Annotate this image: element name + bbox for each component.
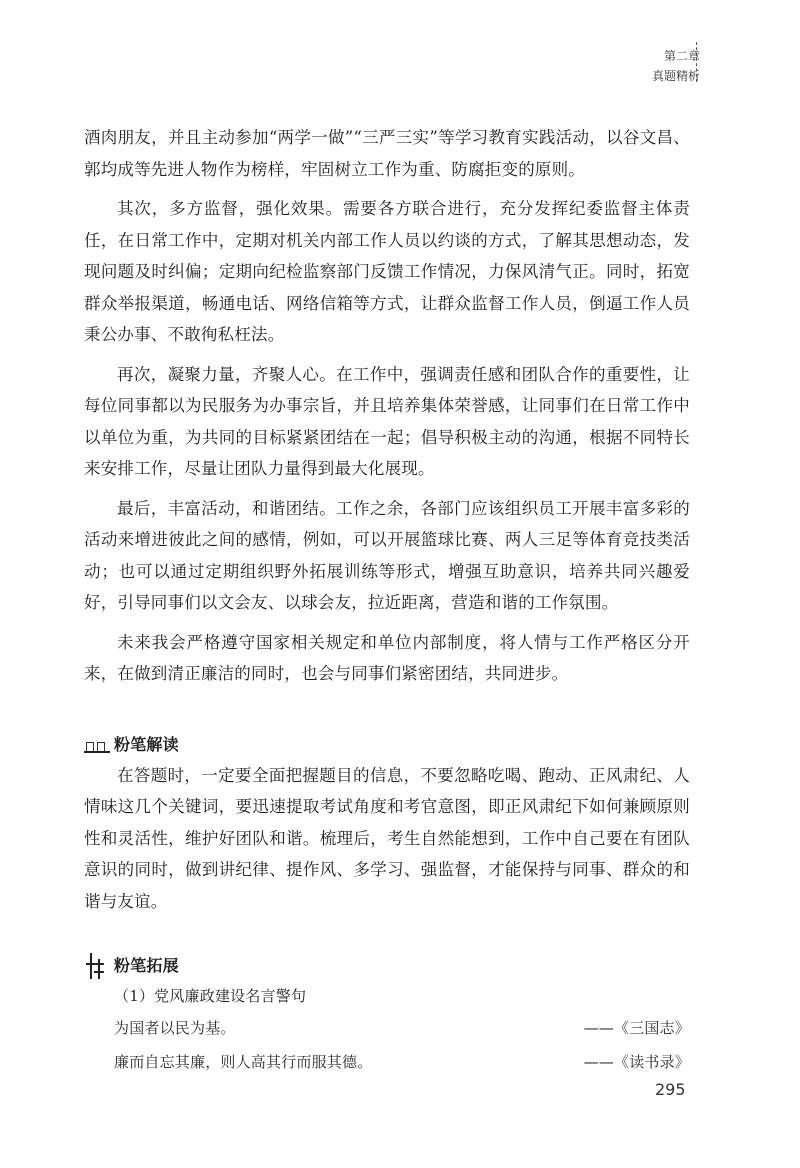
quote-source: ——《读书录》 bbox=[583, 1053, 690, 1071]
body-paragraph: 酒肉朋友，并且主动参加“两学一做”“三严三实”等学习教育实践活动，以谷文昌、郭均成等先进人物作为榜样，牢固树立工作为重、防腐拒变的原则。 bbox=[84, 128, 690, 179]
interpretation-icon bbox=[84, 737, 110, 753]
quote-source: ——《三国志》 bbox=[583, 1019, 690, 1037]
header-divider bbox=[696, 42, 697, 82]
chapter-label: 第二章 bbox=[663, 49, 700, 63]
body-paragraph: 未来我会严格遵守国家相关规定和单位内部制度，将人情与工作严格区分开来，在做到清正廉洁的同时，也会与同事们紧密团结，共同进步。 bbox=[84, 632, 690, 683]
interpretation-paragraph: 在答题时，一定要全面把握题目的信息，不要忽略吃喝、跑动、正风肃纪、人情味这几个关键词，要迅速提取考试角度和考官意图，即正风肃纪下如何兼顾原则性和灵活性，维护好团队和谐。梳理后，考生自然能想到，工作中自己要在有团队意识的同时，做到讲纪律、提作风、多学习、强监督，才能保持与同事、群众的和谐与友谊。 bbox=[84, 765, 690, 911]
page-number: 295 bbox=[655, 1080, 686, 1099]
body-paragraph: 其次，多方监督，强化效果。需要各方联合进行，充分发挥纪委监督主体责任，在日常工作中，定期对机关内部工作人员以约谈的方式，了解其思想动态，发现问题及时纠偏；定期向纪检监察部门反馈工作情况，力保风清气正。同时，拓宽群众举报渠道，畅通电话、网络信箱等方式，让群众监督工作人员，倒逼工作人员秉公办事、不敢徇私枉法。 bbox=[84, 199, 690, 344]
section-heading-extension bbox=[84, 951, 690, 981]
extension-subtitle: （1）党风廉政建设名言警句 bbox=[114, 987, 307, 1005]
quote-row bbox=[84, 1045, 690, 1079]
quote-text: 为国者以民为基。 bbox=[114, 1019, 236, 1037]
section-title: 粉笔拓展 bbox=[114, 956, 179, 976]
quote-row bbox=[84, 1011, 690, 1045]
section-title: 粉笔解读 bbox=[114, 734, 179, 754]
extension-icon bbox=[84, 951, 108, 981]
running-header bbox=[652, 46, 700, 86]
page-content bbox=[84, 122, 690, 1079]
body-paragraph: 再次，凝聚力量，齐聚人心。在工作中，强调责任感和团队合作的重要性，让每位同事都以为民服务为办事宗旨，并且培养集体荣誉感，让同事们在日常工作中以单位为重，为共同的目标紧紧团结在一起；倡导积极主动的沟通，根据不同特长来安排工作，尽量让团队力量得到最大化展现。 bbox=[84, 364, 690, 478]
body-paragraph: 最后，丰富活动，和谐团结。工作之余，各部门应该组织员工开展丰富多彩的活动来增进彼此之间的感情，例如，可以开展篮球比赛、两人三足等体育竞技类活动；也可以通过定期组织野外拓展训练等形式，增强互助意识，培养共同兴趣爱好，引导同事们以文会友、以球会友，拉近距离，营造和谐的工作氛围。 bbox=[84, 498, 690, 612]
section-label: 真题精析 bbox=[651, 69, 700, 83]
quote-text: 廉而自忘其廉，则人高其行而服其德。 bbox=[114, 1053, 373, 1071]
section-heading-interpretation bbox=[84, 730, 690, 760]
